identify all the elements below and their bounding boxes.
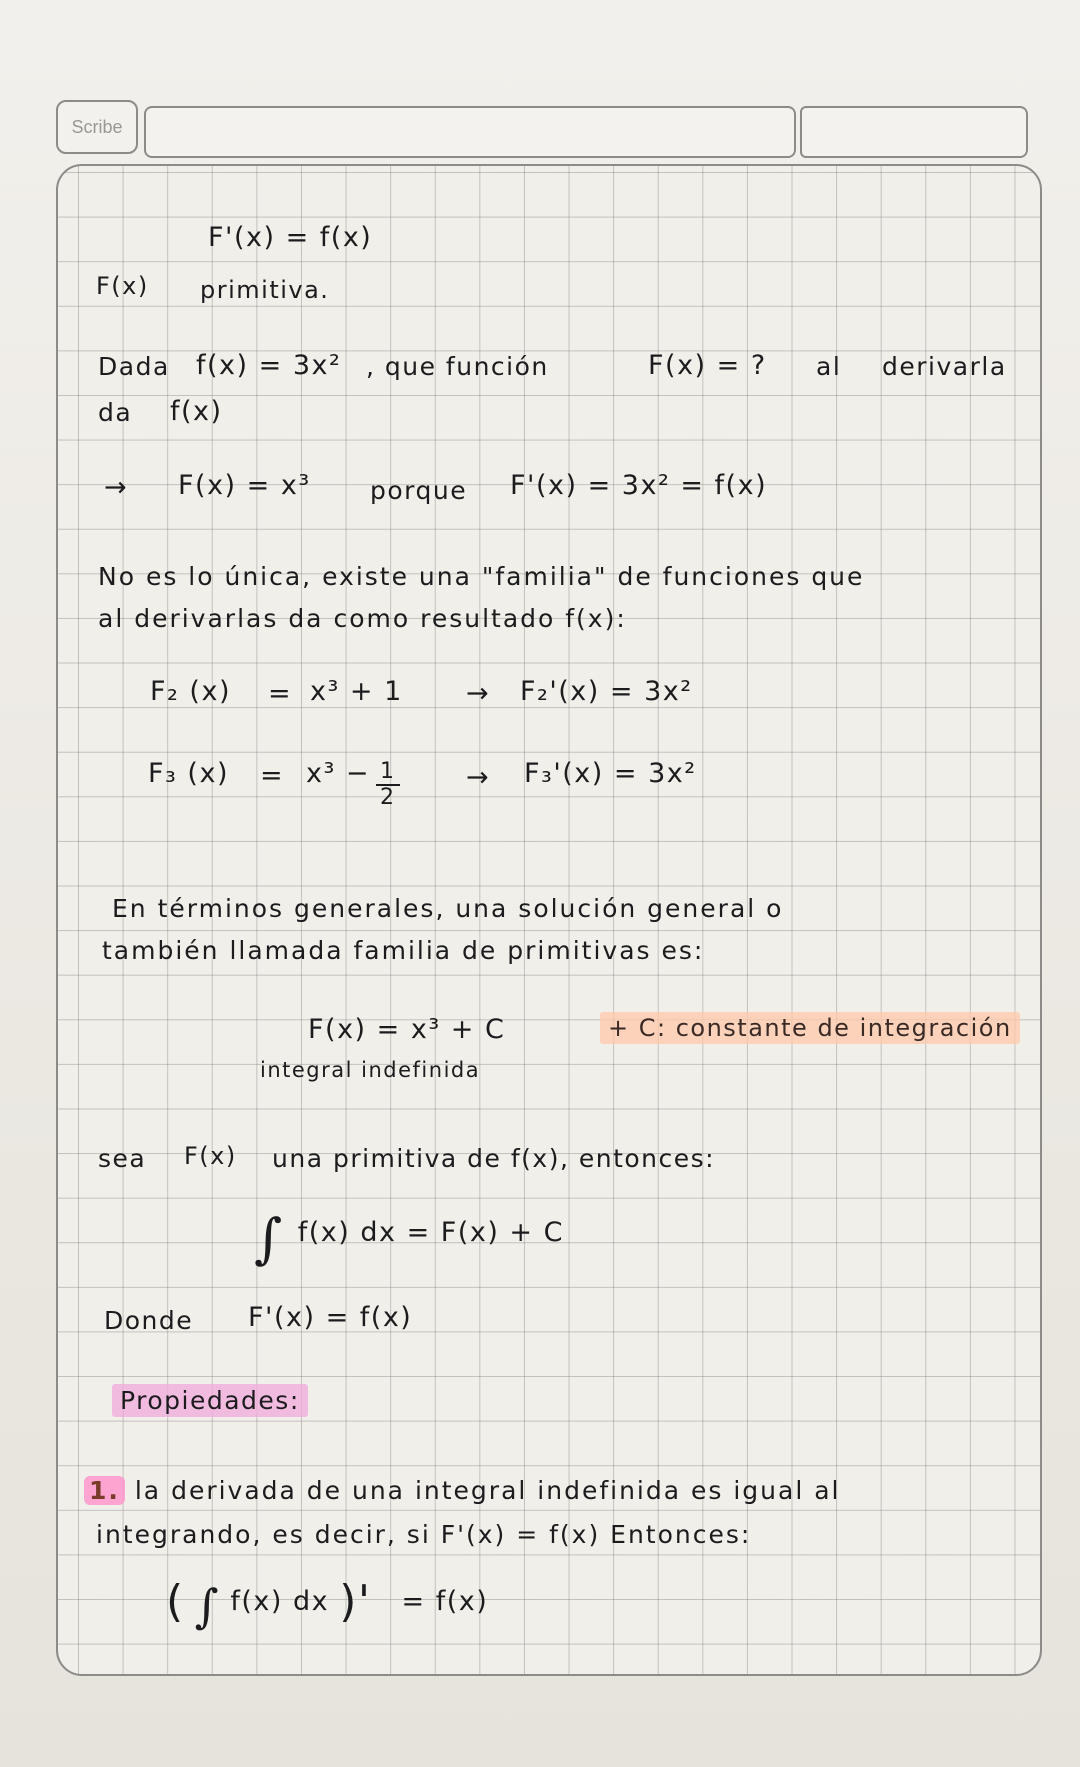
property-1-line1 [84, 1476, 841, 1505]
F2-label: F₂ (x) [150, 676, 231, 707]
date-box-year [950, 106, 1028, 158]
arrow-icon: → [104, 472, 129, 503]
definition-derivative: F'(x) = f(x) [208, 222, 373, 253]
properties-highlight: Propiedades: [112, 1384, 308, 1417]
derivative-check: F'(x) = 3x² = f(x) [510, 470, 768, 501]
property-1-text: la derivada de una integral indefinida es igual al [134, 1476, 841, 1505]
F3-label: F₃ (x) [148, 758, 229, 789]
paren-open: ( [166, 1576, 185, 1627]
integral-definition [254, 1207, 564, 1270]
brand-logo: Scribe [56, 100, 138, 154]
F3-derivative: F₃'(x) = 3x² [524, 758, 697, 789]
date-box-month [872, 106, 952, 158]
text-derivarla: derivarla [882, 352, 1007, 381]
text-family-line2: al derivarlas da como resultado f(x): [98, 604, 627, 633]
function-f: f(x) [170, 396, 223, 427]
F2-expression: x³ + 1 [310, 676, 403, 707]
property-1-line2: integrando, es decir, si F'(x) = f(x) Entonces: [96, 1520, 752, 1549]
text-general-solution-line2: también llamada familia de primitivas es: [102, 936, 705, 965]
text-que-funcion: , que función [366, 352, 549, 381]
integral-sign-icon: ∫ [194, 1579, 221, 1633]
paren-close-prime: )' [339, 1576, 372, 1627]
function-F-unknown: F(x) = ? [648, 350, 767, 381]
properties-heading [112, 1386, 308, 1415]
F3-expression: x³ − [306, 758, 371, 789]
indefinite-integral-label: integral indefinida [260, 1058, 481, 1082]
text-family-line1: No es lo única, existe una "familia" de funciones que [98, 562, 865, 591]
date-box-day [800, 106, 876, 158]
F2-equals: = [268, 678, 293, 709]
donde-condition: F'(x) = f(x) [248, 1302, 413, 1333]
function-f-3x2: f(x) = 3x² [196, 350, 342, 381]
general-primitive: F(x) = x³ + C [308, 1014, 506, 1045]
F-symbol: F(x) [184, 1142, 237, 1170]
F3-equals: = [260, 760, 285, 791]
text-general-solution-line1: En términos generales, una solución general o [112, 894, 784, 923]
integral-sign-icon: ∫ [254, 1207, 284, 1270]
name-field-box [144, 106, 796, 158]
text-al: al [816, 352, 842, 381]
text-donde: Donde [104, 1306, 194, 1335]
property-number-badge: 1. [84, 1476, 125, 1505]
F2-derivative: F₂'(x) = 3x² [520, 676, 693, 707]
text-primitiva-entonces: una primitiva de f(x), entonces: [272, 1144, 716, 1173]
F3-fraction [376, 760, 400, 810]
fraction-numerator: 1 [376, 760, 400, 786]
primitive-symbol: F(x) [96, 272, 149, 300]
constant-note [600, 1014, 1020, 1042]
function-F-x3: F(x) = x³ [178, 470, 311, 501]
property-1-formula [166, 1576, 489, 1633]
text-dada: Dada [98, 352, 170, 381]
integrand: f(x) dx [230, 1586, 330, 1617]
text-sea: sea [98, 1144, 147, 1173]
property-1-result: = f(x) [401, 1586, 489, 1617]
constant-highlight: + C: constante de integración [600, 1012, 1020, 1044]
primitive-word: primitiva. [200, 276, 330, 304]
fraction-denominator: 2 [380, 785, 396, 811]
F2-arrow-icon: → [466, 678, 491, 709]
text-porque: porque [370, 476, 468, 505]
text-da: da [98, 398, 133, 427]
F3-arrow-icon: → [466, 762, 491, 793]
integral-expression: f(x) dx = F(x) + C [297, 1217, 564, 1248]
